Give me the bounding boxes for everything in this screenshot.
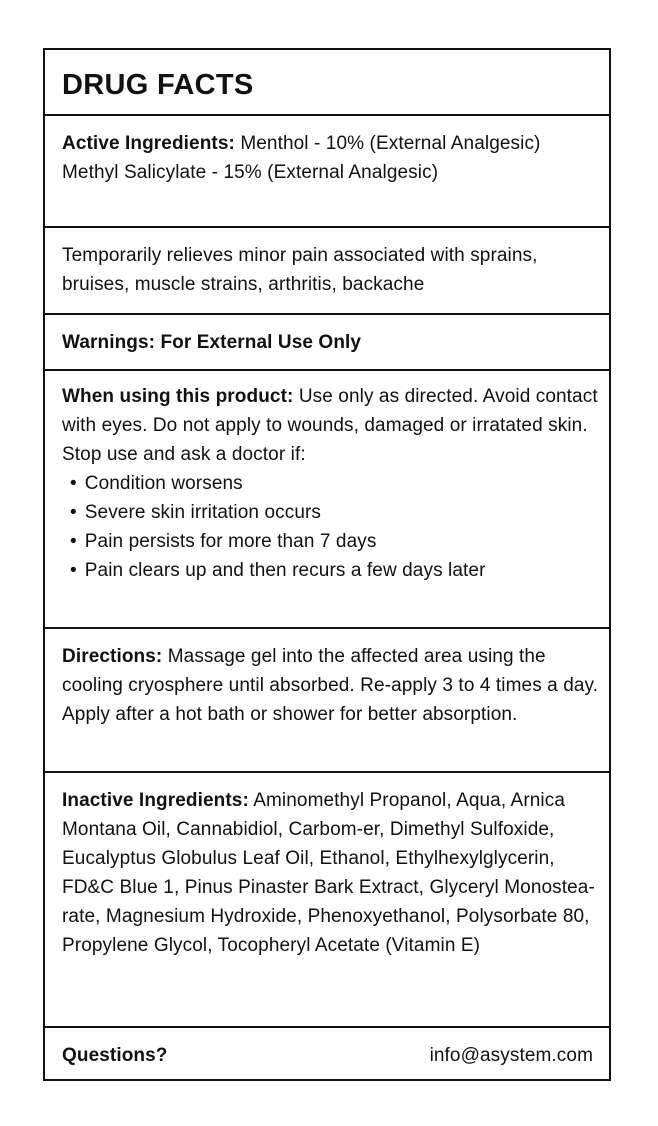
contact-email[interactable]: info@asystem.com bbox=[429, 1045, 593, 1066]
bullet-item: • Severe skin irritation occurs bbox=[62, 498, 599, 527]
uses-section bbox=[45, 228, 609, 315]
inactive-ingredients-value: Aminomethyl Propanol, Aqua, Arnica Montana Oil, Cannabidiol, Carbom-er, Dimethyl Sulfoxide, Eucalyptus Globulus Leaf Oil, Ethanol, Ethylhexylglycerin, FD&C Blue 1, Pinus Pinaster Bark Extract, Glyceryl Monostea-rate, Magnesium Hydroxide, Phenoxyethanol, Polysorbate 80, Propylene Glycol, Tocopheryl Acetate (Vitamin E) bbox=[62, 790, 595, 956]
stop-use-list bbox=[62, 469, 599, 585]
page-title: DRUG FACTS bbox=[62, 69, 254, 101]
directions-label: Directions: bbox=[62, 646, 163, 667]
questions-label: Questions? bbox=[62, 1045, 168, 1066]
directions-section bbox=[45, 629, 609, 773]
directions-text bbox=[62, 642, 599, 729]
bullet-item: • Condition worsens bbox=[62, 469, 599, 498]
active-ingredients-section bbox=[45, 116, 609, 228]
stop-use-text: Stop use and ask a doctor if: bbox=[62, 444, 306, 465]
inactive-ingredients-section bbox=[45, 773, 609, 1028]
when-using-section bbox=[45, 371, 609, 629]
warnings-section bbox=[45, 315, 609, 371]
header-section bbox=[45, 50, 609, 116]
uses-text: Temporarily relieves minor pain associated with sprains, bruises, muscle strains, arthritis, backache bbox=[62, 245, 538, 295]
when-using-text bbox=[62, 382, 599, 585]
bullet-item: • Pain clears up and then recurs a few days later bbox=[62, 556, 599, 585]
active-ingredients-text bbox=[62, 129, 599, 187]
warnings-text: Warnings: For External Use Only bbox=[62, 332, 362, 353]
questions-row bbox=[62, 1041, 593, 1070]
active-ingredients-value: Menthol - 10% (External Analgesic) Methyl Salicylate - 15% (External Analgesic) bbox=[62, 133, 541, 183]
inactive-ingredients-label: Inactive Ingredients: bbox=[62, 790, 249, 811]
directions-value: Massage gel into the affected area using the cooling cryosphere until absorbed. Re-apply 3 to 4 times a day. Apply after a hot bath or shower for better absorption. bbox=[62, 646, 599, 725]
inactive-ingredients-text bbox=[62, 786, 599, 960]
bullet-item: • Pain persists for more than 7 days bbox=[62, 527, 599, 556]
questions-section bbox=[45, 1028, 609, 1079]
active-ingredients-label: Active Ingredients: bbox=[62, 133, 235, 154]
drug-facts-panel bbox=[43, 48, 611, 1081]
when-using-label: When using this product: bbox=[62, 386, 294, 407]
when-using-value: Use only as directed. Avoid contact with eyes. Do not apply to wounds, damaged or irratated skin. bbox=[62, 386, 598, 436]
